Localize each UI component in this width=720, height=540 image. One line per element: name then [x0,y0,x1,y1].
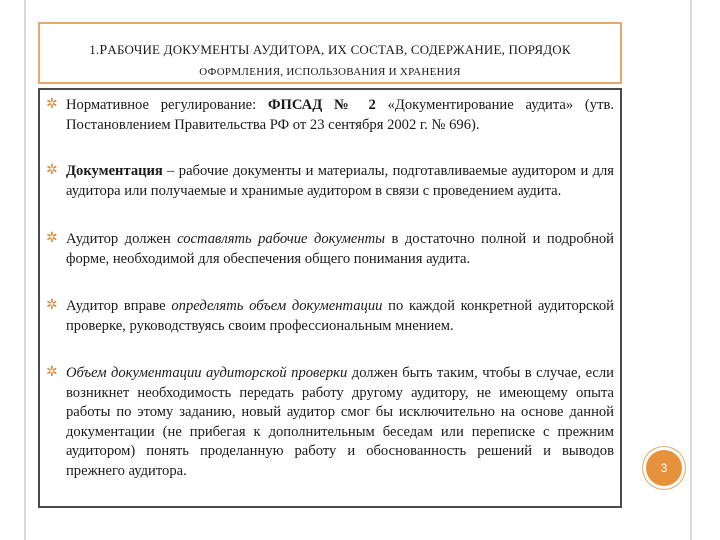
bullet-text-3 [66,230,614,269]
bullet-marker-icon: ✲ [46,162,58,178]
bullet-2-bold: Документация [66,163,163,179]
bullet-4-italic: определять объем документации [171,298,383,314]
bullet-marker-icon: ✲ [46,364,58,380]
bullet-marker-icon: ✲ [46,230,58,246]
left-decor-rule [24,0,26,540]
bullet-text-4 [66,297,614,336]
title-number: 1. [89,42,100,57]
bullet-text-1 [66,96,614,135]
title-initial-cap: Р [99,43,108,58]
bullet-3-pre: Аудитор должен [66,231,178,247]
bullet-3-italic: составлять рабочие документы [177,231,386,247]
content-box [38,88,622,508]
bullet-2-rest: – рабочие документы и материалы, подготавливаемые аудитором и для аудитора или получаемые и хранимые аудитором в связи с проведением аудита. [66,163,614,199]
bullet-1-bold: ФПСАД № 2 [267,97,376,113]
slide-title-line2: ОФОРМЛЕНИЯ, ИСПОЛЬЗОВАНИЯ И ХРАНЕНИЯ [199,66,461,78]
bullet-5-post: должен быть таким, чтобы в случае, если возникнет необходимость передать работу другому аудитору, не имеющему опыта работы по этому заданию, новый аудитор смог бы исключительно на основе данной документации (не прибегая к дополнительным беседам или переписке с прежним аудитором) понять проделанную работу и обоснованность решений и выводов прежнего аудитора. [66,365,614,479]
bullet-marker-icon: ✲ [46,297,58,313]
title-line1-rest: АБОЧИЕ ДОКУМЕНТЫ АУДИТОРА, ИХ СОСТАВ, СОДЕРЖАНИЕ, ПОРЯДОК [107,42,571,57]
bullet-4-pre: Аудитор вправе [66,298,172,314]
page-number-badge: 3 [646,450,682,486]
bullet-5-italic: Объем документации аудиторской проверки [66,365,348,381]
bullet-1-pre: Нормативное регулирование: [66,97,268,113]
right-decor-rule [690,0,692,540]
bullet-text-2 [66,162,614,201]
slide-title-line1 [40,42,620,59]
bullet-4-post: по каждой конкретной аудиторской проверке, руководствуясь своим профессиональным мнением. [66,298,614,334]
slide-title-box [38,22,622,84]
bullet-1-post: «Документирование аудита» (утв. Постановлением Правительства РФ от 23 сентября 2002 г. № 696). [66,97,614,133]
bullet-marker-icon: ✲ [46,96,58,112]
bullet-3-post: в достаточно полной и подробной форме, необходимой для обеспечения общего понимания аудита. [66,231,614,267]
bullet-text-5 [66,364,614,481]
